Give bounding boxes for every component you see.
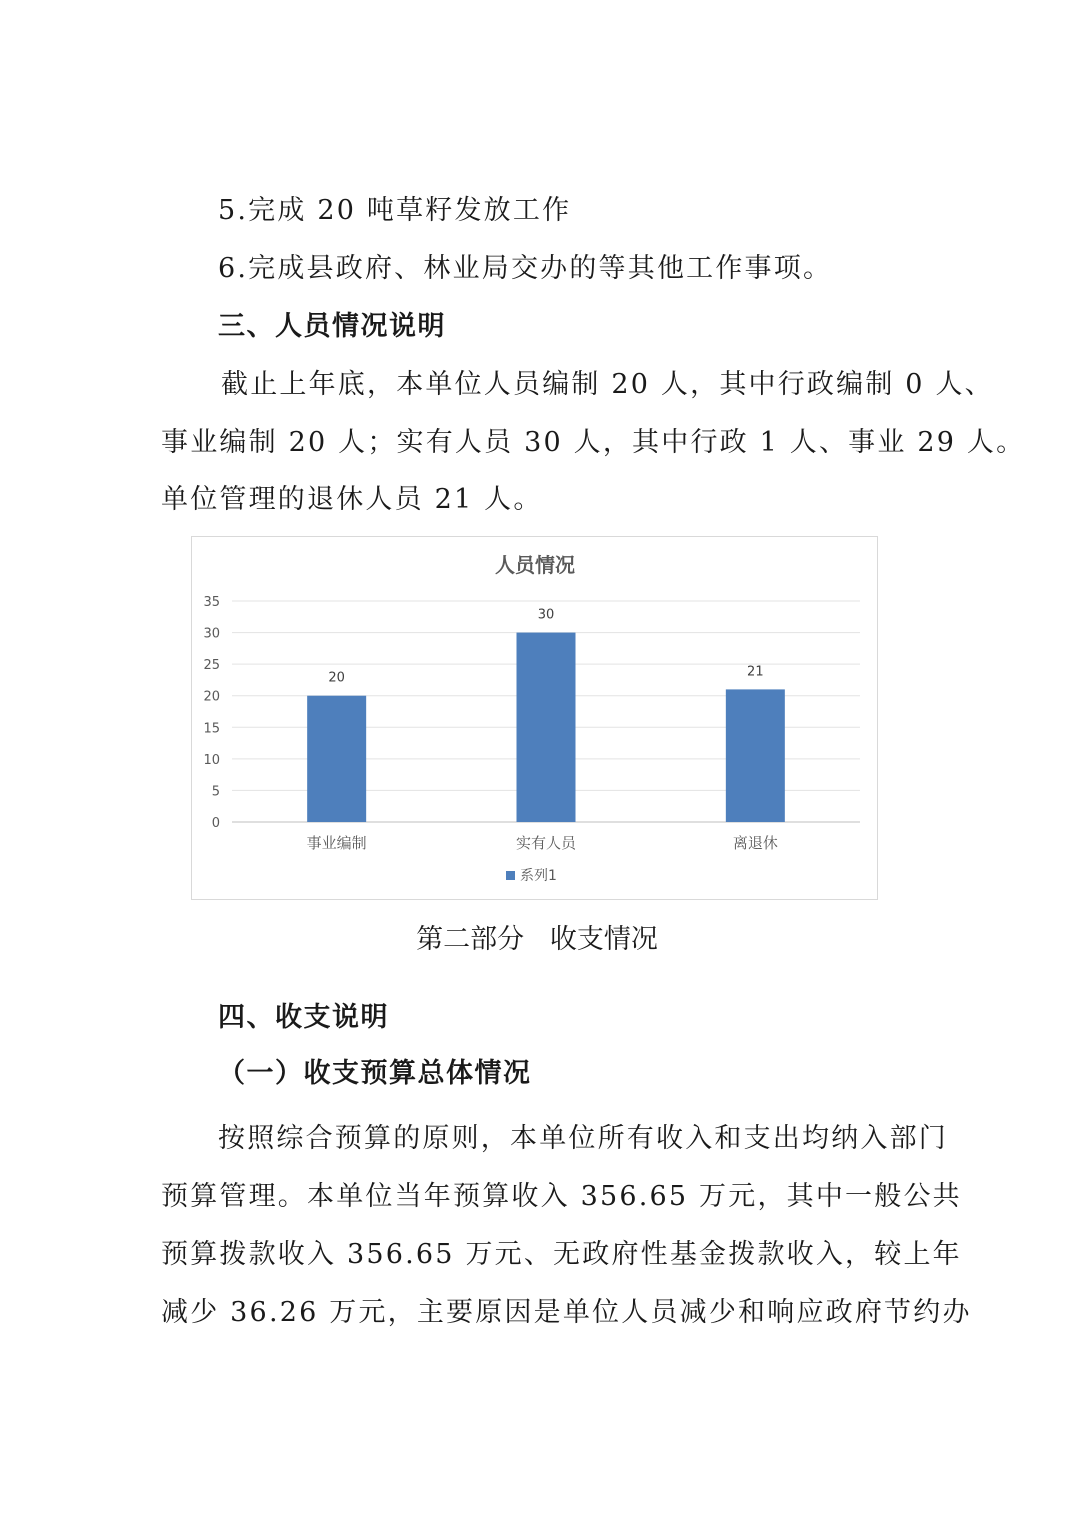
y-tick-label: 30	[203, 626, 220, 642]
y-tick-label: 10	[203, 752, 220, 768]
x-tick-label: 实有人员	[515, 834, 577, 852]
y-tick-label: 35	[203, 595, 220, 610]
data-label: 20	[328, 670, 345, 686]
data-label: 21	[747, 664, 764, 680]
y-tick-label: 0	[211, 816, 220, 831]
paragraph-staff-line-3: 单位管理的退休人员 21 人。	[161, 484, 543, 515]
bar	[517, 633, 576, 822]
paragraph-item-6: 6.完成县政府、林业局交办的等其他工作事项。	[218, 253, 833, 284]
paragraph-budget-line-2: 预算管理。本单位当年预算收入 356.65 万元，其中一般公共	[161, 1181, 962, 1212]
y-tick-label: 20	[203, 689, 220, 705]
legend-label: 系列1	[520, 868, 557, 884]
part-two-title: 第二部分 收支情况	[416, 924, 658, 955]
staff-bar-chart	[192, 537, 879, 901]
x-tick-label: 事业编制	[306, 834, 367, 852]
legend-swatch	[506, 871, 515, 880]
x-tick-label: 离退休	[732, 834, 778, 852]
section-heading-staff: 三、人员情况说明	[218, 311, 446, 342]
chart-title: 人员情况	[495, 553, 575, 577]
bar	[726, 689, 785, 822]
paragraph-staff-line-1: 截止上年底，本单位人员编制 20 人，其中行政编制 0 人、	[221, 369, 994, 400]
data-label: 30	[537, 607, 555, 623]
paragraph-budget-line-1: 按照综合预算的原则，本单位所有收入和支出均纳入部门	[218, 1123, 948, 1154]
y-tick-label: 25	[203, 658, 220, 674]
y-tick-label: 15	[203, 721, 220, 737]
paragraph-staff-line-2: 事业编制 20 人；实有人员 30 人，其中行政 1 人、事业 29 人。	[161, 427, 1026, 458]
paragraph-budget-line-4: 减少 36.26 万元，主要原因是单位人员减少和响应政府节约办	[161, 1297, 972, 1328]
section-heading-income-expense: 四、收支说明	[218, 1002, 389, 1033]
y-tick-label: 5	[211, 784, 220, 800]
staff-chart	[191, 536, 878, 900]
subsection-heading-budget-overview: （一）收支预算总体情况	[218, 1058, 532, 1089]
bar	[307, 696, 366, 822]
paragraph-item-5: 5.完成 20 吨草籽发放工作	[218, 195, 572, 226]
paragraph-budget-line-3: 预算拨款收入 356.65 万元、无政府性基金拨款收入，较上年	[161, 1239, 962, 1270]
